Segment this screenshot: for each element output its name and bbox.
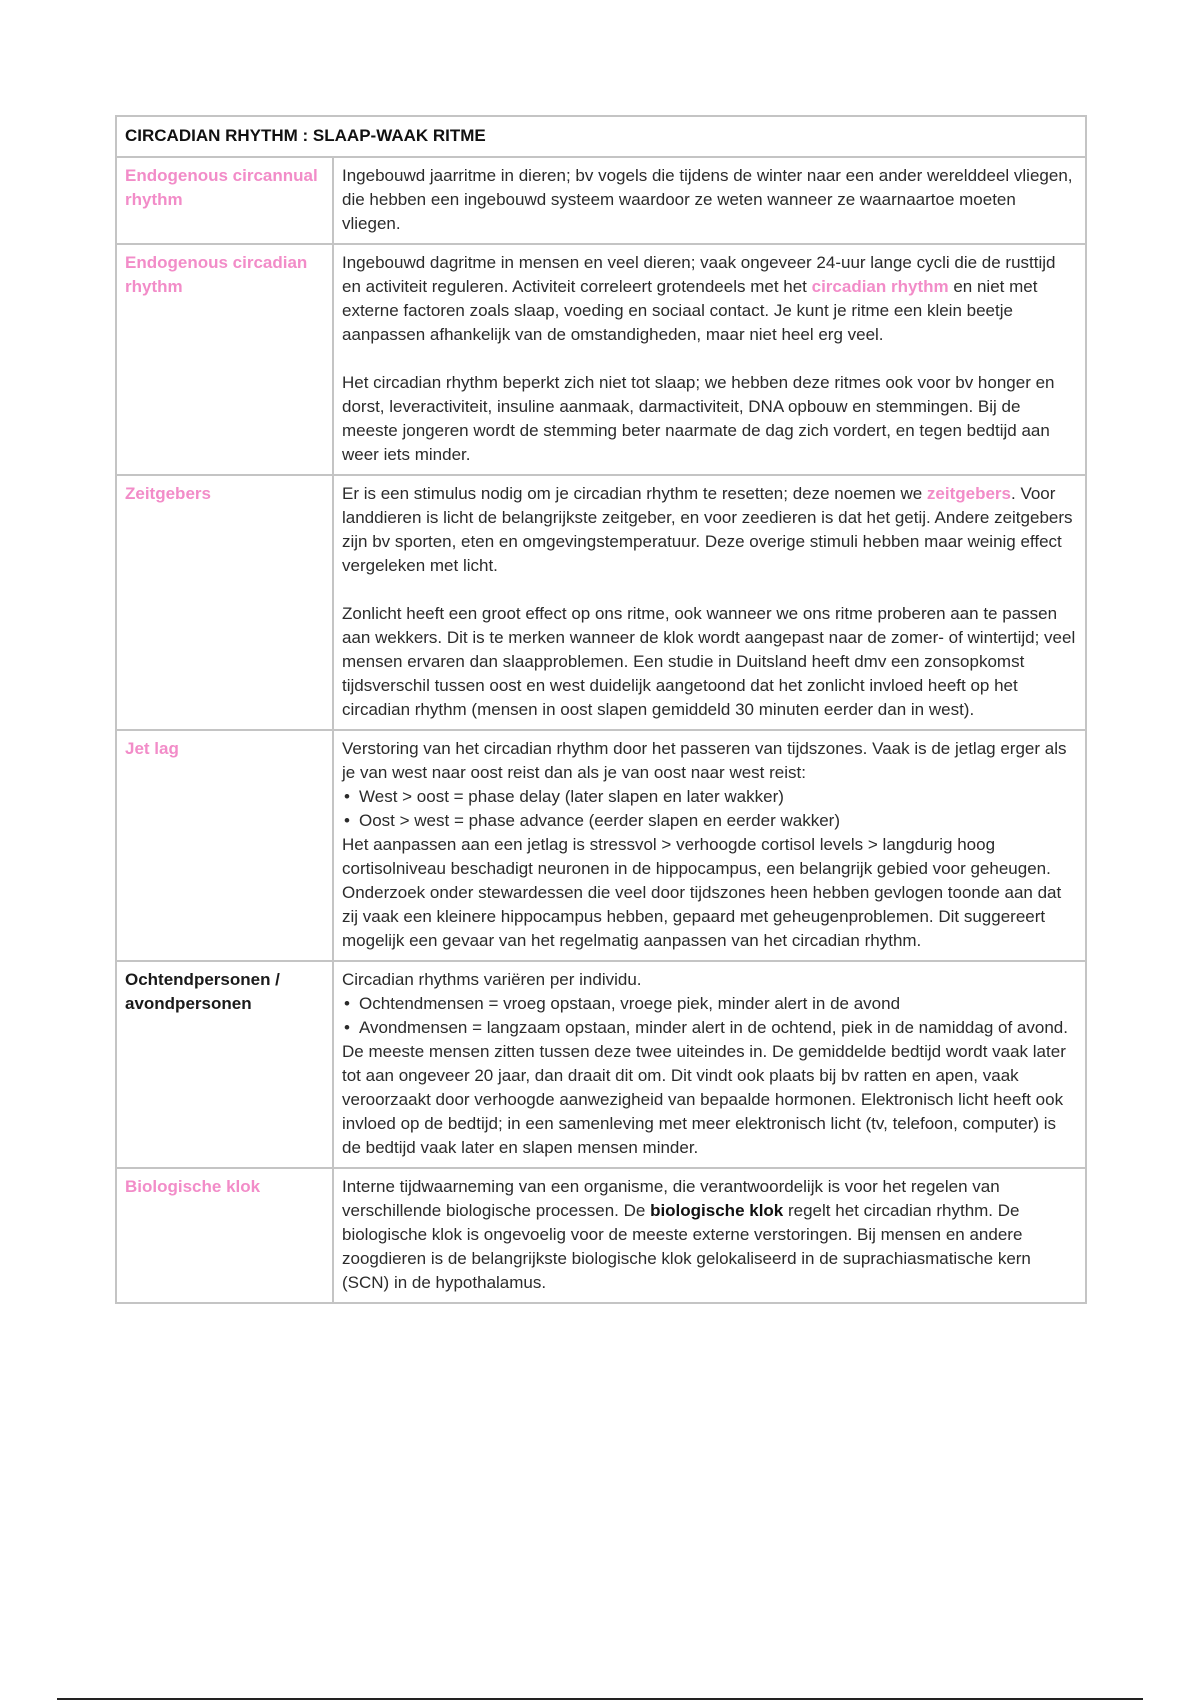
highlighted-term: circadian rhythm (811, 277, 949, 296)
definition-outro: De meeste mensen zitten tussen deze twee uiteindes in. De gemiddelde bedtijd wordt vaak later tot aan ongeveer 20 jaar, dan draait dit om. Dit vindt ook plaats bij bv ratten en apen, vaak veroorzaakt door verhoogde aanwezigheid van bepaalde hormonen. Elektronisch licht heeft ook invloed op de bedtijd; in een samenleving met meer elektronisch licht (tv, telefoon, computer) is de bedtijd vaak later en slapen mensen minder. (342, 1042, 1066, 1157)
text-span: Er is een stimulus nodig om je circadian rhythm te resetten; deze noemen we (342, 484, 927, 503)
bullet-list (342, 785, 1078, 833)
definition-jet-lag (333, 730, 1086, 961)
definitions-table (115, 115, 1087, 1304)
table-row (116, 1168, 1086, 1303)
bullet-item: • Ochtendmensen = vroeg opstaan, vroege piek, minder alert in de avond (342, 992, 1078, 1016)
text-span: regelt het circadian rhythm. De biologische klok is ongevoelig voor de meeste externe verstoringen. Bij mensen en andere zoogdieren is de belangrijkste biologische klok gelokaliseerd in de suprachiasmatische kern (SCN) in de hypothalamus. (342, 1201, 1031, 1292)
table-title-row (116, 116, 1086, 157)
definition-circannual (333, 157, 1086, 244)
table-row (116, 475, 1086, 730)
table-row (116, 244, 1086, 475)
definition-circadian (333, 244, 1086, 475)
term-chronotypes: Ochtendpersonen / avondpersonen (116, 961, 333, 1168)
text-span: Interne tijdwaarneming van een organisme, die verantwoordelijk is voor het regelen van verschillende biologische processen. De (342, 1177, 1000, 1220)
term-circannual: Endogenous circannual rhythm (116, 157, 333, 244)
definition-paragraph: Het circadian rhythm beperkt zich niet tot slaap; we hebben deze ritmes ook voor bv honger en dorst, leveractiviteit, insuline aanmaak, darmactiviteit, DNA opbouw en stemmingen. Bij de meeste jongeren wordt de stemming beter naarmate de dag zich vordert, en tegen bedtijd aan weer iets minder. (342, 373, 1055, 464)
bullet-list (342, 992, 1078, 1040)
bullet-item: • Avondmensen = langzaam opstaan, minder alert in de ochtend, piek in de namiddag of avond. (342, 1016, 1078, 1040)
table-row (116, 730, 1086, 961)
definition-intro: Circadian rhythms variëren per individu. (342, 970, 642, 989)
definition-biological-clock (333, 1168, 1086, 1303)
definition-text: Ingebouwd jaarritme in dieren; bv vogels die tijdens de winter naar een ander werelddeel vliegen, die hebben een ingebouwd systeem waardoor ze weten wanneer ze waarnaartoe moeten vliegen. (342, 166, 1073, 233)
text-span: . Voor landdieren is licht de belangrijkste zeitgeber, en voor zeedieren is dat het getij. Andere zeitgebers zijn bv sporten, eten en omgevingstemperatuur. Deze overige stimuli hebben maar weinig effect vergeleken met licht. (342, 484, 1073, 575)
term-zeitgebers: Zeitgebers (116, 475, 333, 730)
bullet-item: • West > oost = phase delay (later slapen en later wakker) (342, 785, 1078, 809)
text-span: Ingebouwd dagritme in mensen en veel dieren; vaak ongeveer 24-uur lange cycli die de rusttijd en activiteit reguleren. Activiteit correleert grotendeels met het (342, 253, 1056, 296)
definition-intro: Verstoring van het circadian rhythm door het passeren van tijdszones. Vaak is de jetlag erger als je van west naar oost reist dan als je van oost naar west reist: (342, 739, 1067, 782)
term-jet-lag: Jet lag (116, 730, 333, 961)
definition-outro: Het aanpassen aan een jetlag is stressvol > verhoogde cortisol levels > langdurig hoog cortisolniveau beschadigt neuronen in de hippocampus, een belangrijk gebied voor geheugen. Onderzoek onder stewardessen die veel door tijdszones heen hebben gevlogen toonde aan dat zij vaak een kleinere hippocampus hebben, gepaard met geheugenproblemen. Dit suggereert mogelijk een gevaar van het regelmatig aanpassen van het circadian rhythm. (342, 835, 1062, 950)
definition-paragraph (342, 482, 1078, 578)
bullet-item: • Oost > west = phase advance (eerder slapen en eerder wakker) (342, 809, 1078, 833)
definition-paragraph (342, 251, 1078, 347)
highlighted-term: zeitgebers (926, 484, 1011, 503)
definition-zeitgebers (333, 475, 1086, 730)
definition-paragraph: Zonlicht heeft een groot effect op ons ritme, ook wanneer we ons ritme proberen aan te passen aan wekkers. Dit is te merken wanneer de klok wordt aangepast naar de zomer- of wintertijd; veel mensen ervaren dan slaapproblemen. Een studie in Duitsland heeft dmv een zonsopkomst tijdsverschil tussen oost en west duidelijk aangetoond dat het zonlicht invloed heeft op het circadian rhythm (mensen in oost slapen gemiddeld 30 minuten eerder dan in west). (342, 604, 1076, 719)
definition-chronotypes (333, 961, 1086, 1168)
text-span: en niet met externe factoren zoals slaap, voeding en sociaal contact. Je kunt je ritme een klein beetje aanpassen afhankelijk van de omstandigheden, maar niet heel erg veel. (342, 277, 1038, 344)
table-title: CIRCADIAN RHYTHM : SLAAP-WAAK RITME (116, 116, 1086, 157)
table-row (116, 961, 1086, 1168)
term-circadian: Endogenous circadian rhythm (116, 244, 333, 475)
table-row (116, 157, 1086, 244)
bold-term: biologische klok (650, 1201, 784, 1220)
term-biological-clock: Biologische klok (116, 1168, 333, 1303)
definition-paragraph (342, 1175, 1078, 1295)
